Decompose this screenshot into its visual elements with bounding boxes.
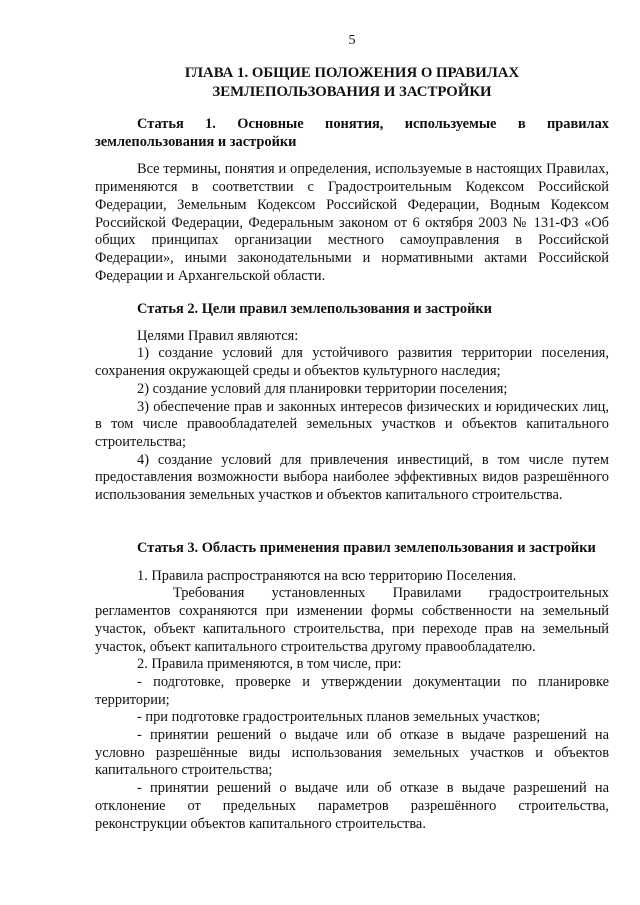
article-3-title: Статья 3. Область применения правил землепользования и застройки [137,540,596,556]
article-1 [95,116,609,285]
article-2-item-1: 1) создание условий для устойчивого развития территории поселения, сохранения окружающей среды и объектов культурного наследия; [95,345,609,380]
chapter-title-line-2: ЗЕМЛЕПОЛЬЗОВАНИЯ И ЗАСТРОЙКИ [212,84,492,100]
article-3-item-1: - подготовке, проверке и утверждении документации по планировке территории; [95,673,609,708]
article-2-item-3: 3) обеспечение прав и законных интересов физических и юридических лиц, в том числе правообладателей земельных участков и объектов капитального строительства; [95,398,609,450]
article-2-item-4: 4) создание условий для привлечения инвестиций, в том числе путем предоставления возможности выбора наиболее эффективных видов разрешённого использования земельных участков и объектов капитального строительства. [95,451,609,504]
article-3-item-4: - принятии решений о выдаче или об отказе в выдаче разрешений на отклонение от предельных параметров разрешённого строительства, реконструкции объектов капитального строительства. [95,780,609,832]
article-3-p1: 1. Правила распространяются на всю территорию Поселения. [137,567,517,584]
article-3-p3: 2. Правила применяются, в том числе, при: [137,656,402,673]
article-1-body: Все термины, понятия и определения, используемые в настоящих Правилах, применяются в соответствии с Градостроительным Кодексом Российской Федерации, Земельным Кодексом Российской Федерации, Водным Кодексом Российской Федерации, Федеральным законом от 6 октября 2003 № 131-ФЗ «Об общих принципах организации местного самоуправления в Российской Федерации», иными законодательными и нормативными актами Российской Федерации и Архангельской области. [95,161,609,284]
article-3-item-3: - принятии решений о выдаче или об отказе в выдаче разрешений на условно разрешённые виды использования земельных участков и объектов капитального строительства; [95,727,609,779]
article-2-item-2: 2) создание условий для планировки территории поселения; [137,380,508,397]
article-2-intro: Целями Правил являются: [137,327,299,344]
article-3 [95,540,609,833]
page-number: 5 [348,33,356,48]
article-3-p2: Требования установленных Правилами градостроительных регламентов сохраняются при изменении формы собственности на земельный участок, объект капитального строительства, при переходе прав на земельный участок, объект капитального строительства другому правообладателю. [95,585,609,655]
chapter-title [95,64,609,102]
article-2 [95,301,609,505]
article-1-title: Статья 1. Основные понятия, используемые в правилах землепользования и застройки [95,116,609,150]
chapter-title-line-1: ГЛАВА 1. ОБЩИЕ ПОЛОЖЕНИЯ О ПРАВИЛАХ [184,65,520,81]
article-3-item-2: - при подготовке градостроительных планов земельных участков; [137,709,541,726]
article-2-title: Статья 2. Цели правил землепользования и застройки [137,301,492,317]
